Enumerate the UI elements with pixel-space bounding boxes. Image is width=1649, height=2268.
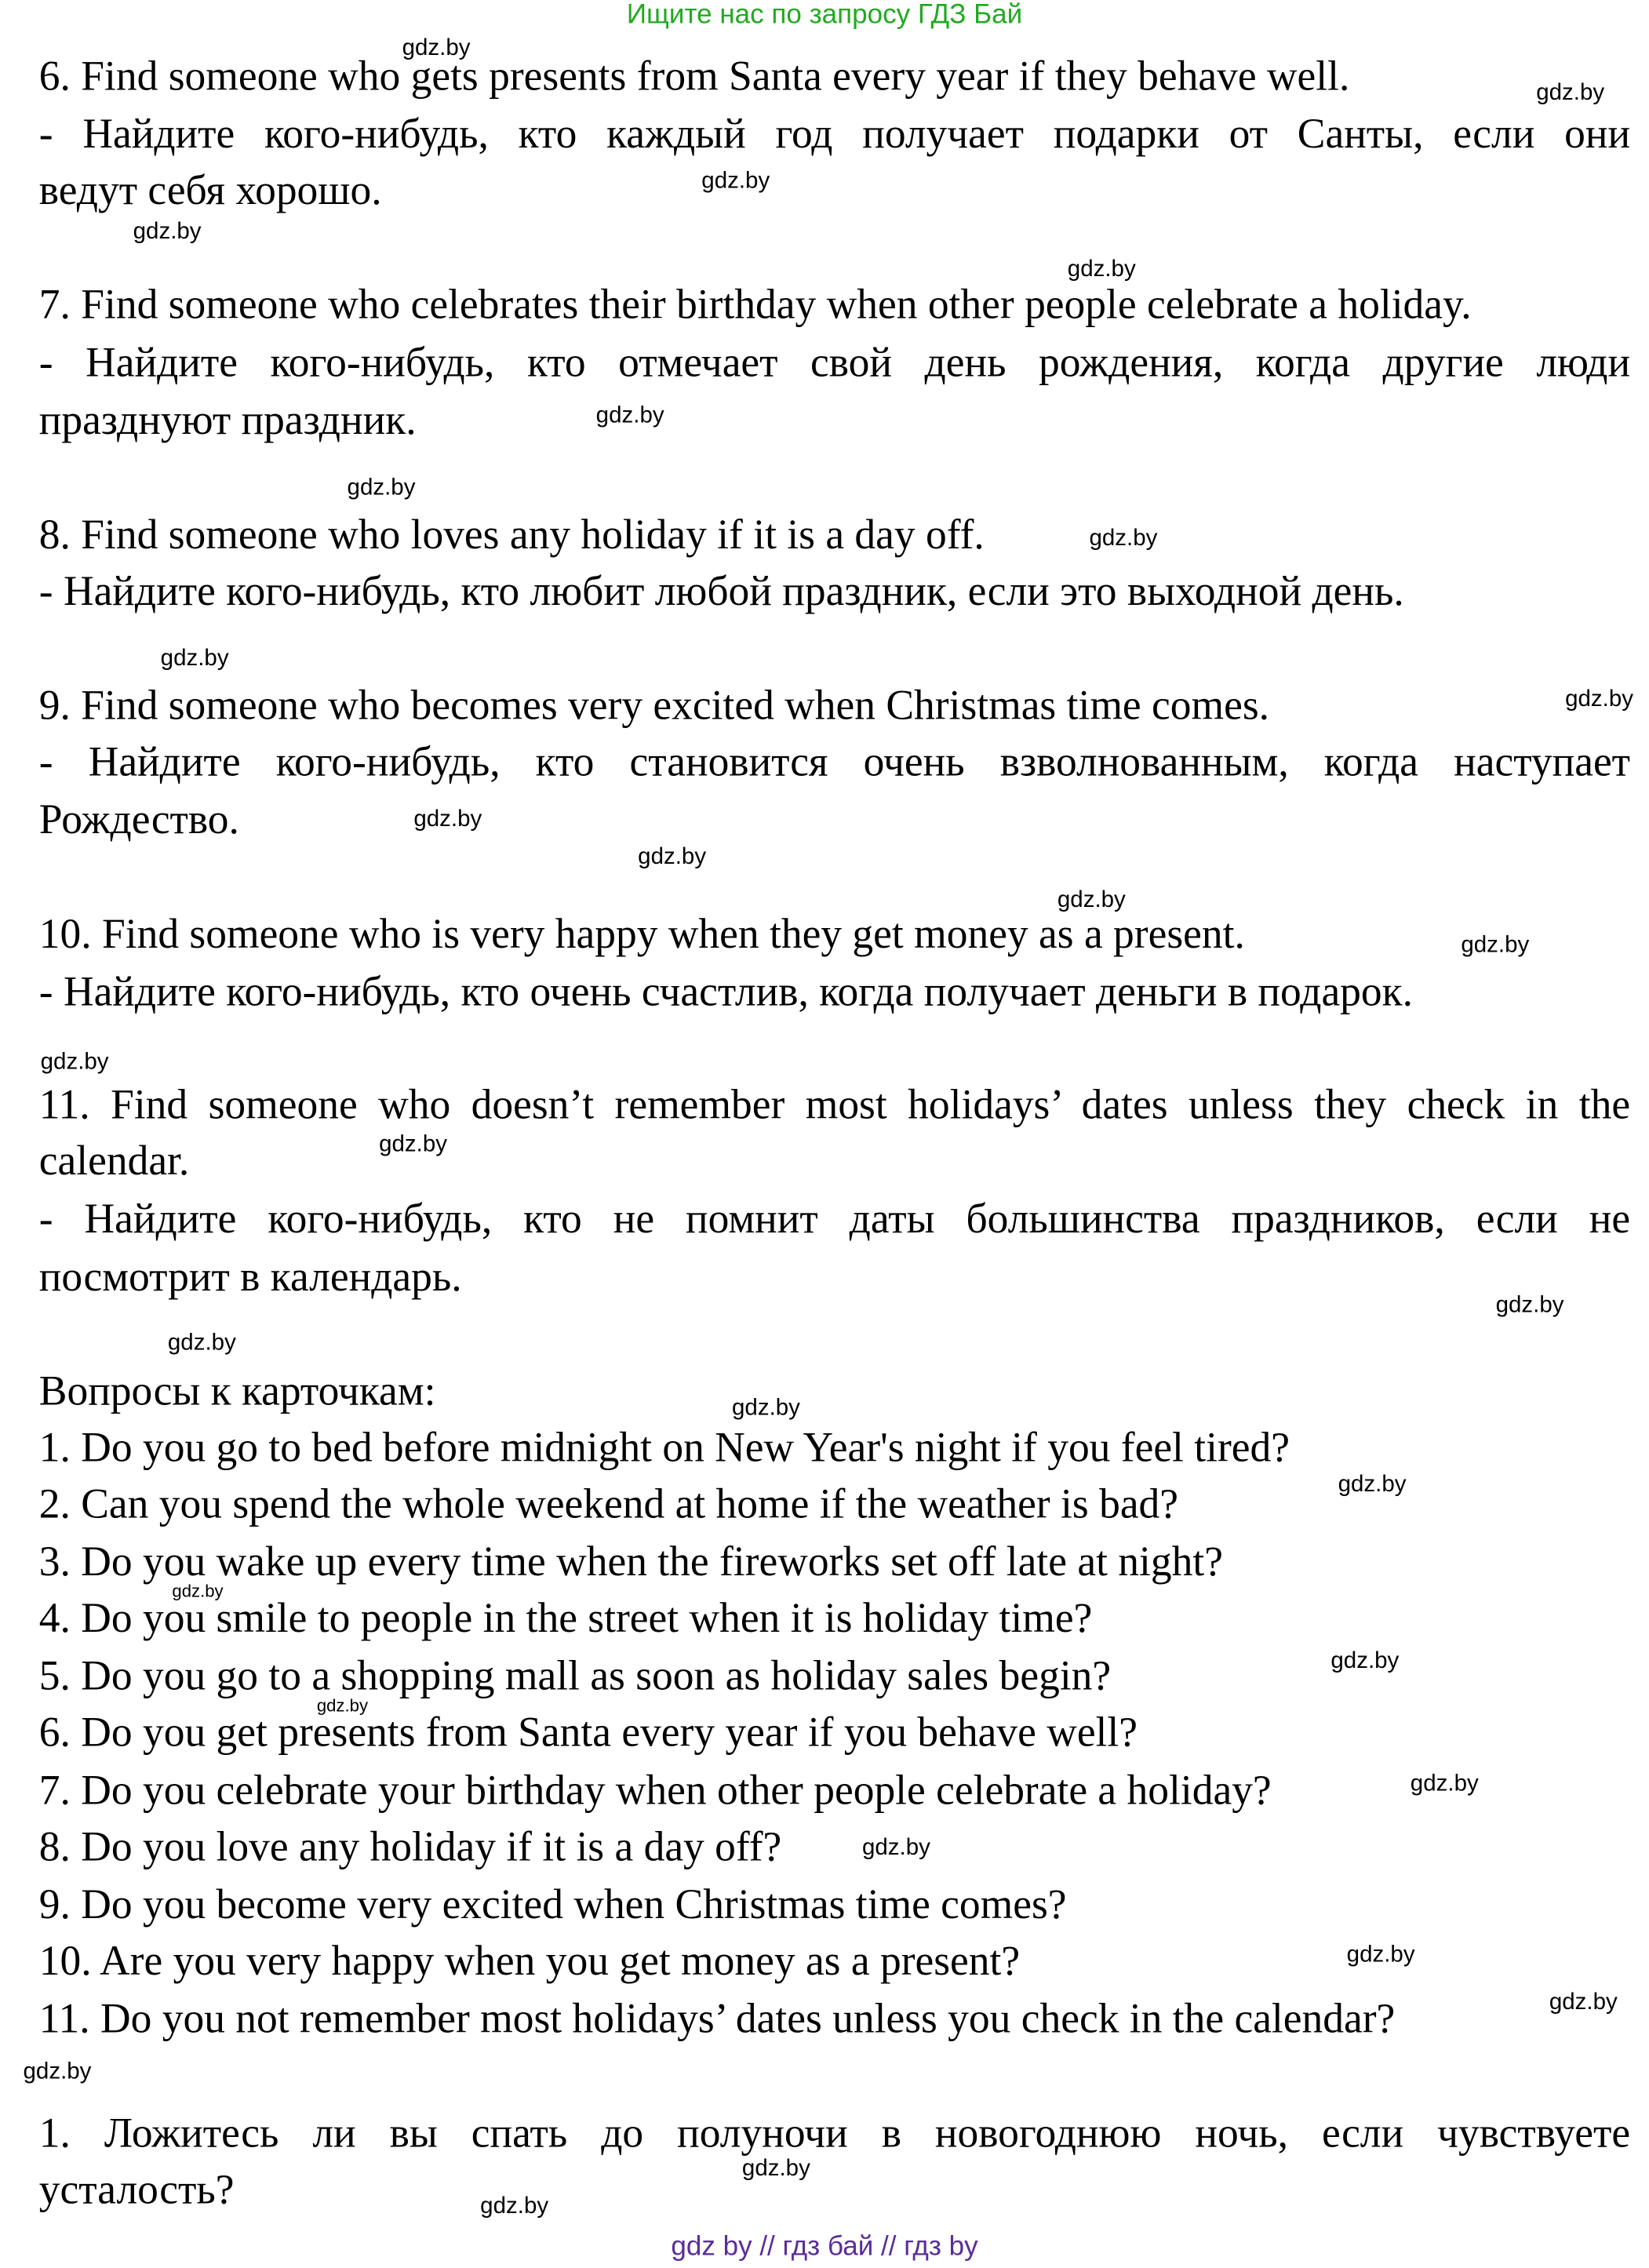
watermark: gdz.by [1338,1473,1407,1498]
item-10-russian: - Найдите кого-нибудь, кто очень счастлив, когда получает деньги в подарок. [38,969,1414,1016]
watermark: gdz.by [23,2059,92,2085]
search-banner[interactable]: Ищите нас по запросу ГДЗ Бай [626,0,1023,31]
watermark: gdz.by [1549,1990,1618,2015]
question-1: 1. Do you go to bed before midnight on New Year's night if you feel tired? [38,1425,1290,1472]
watermark: gdz.by [638,844,707,870]
question-2: 2. Can you spend the whole weekend at home if the weather is bad? [38,1481,1179,1528]
question-11: 11. Do you not remember most holidays’ dates unless you check in the calendar? [38,1996,1396,2043]
watermark: gdz.by [1346,1942,1415,1968]
watermark: gdz.by [1067,257,1136,282]
item-10-english: 10. Find someone who is very happy when they get money as a present. [38,911,1245,958]
watermark: gdz.by [1410,1771,1479,1797]
watermark: gdz.by [379,1132,448,1158]
watermark: gdz.by [172,1581,224,1602]
watermark: gdz.by [167,1331,236,1356]
watermark: gdz.by [316,1695,369,1716]
item-9-russian-line-1: - Найдите кого-нибудь, кто становится очень взволнованным, когда наступает [38,739,1631,786]
watermark: gdz.by [40,1050,109,1076]
watermark: gdz.by [595,403,664,428]
watermark: gdz.by [133,220,202,245]
watermark: gdz.by [861,1835,930,1861]
question-3: 3. Do you wake up every time when the fireworks set off late at night? [38,1538,1223,1585]
watermark: gdz.by [480,2194,549,2219]
item-11-russian-line-2: посмотрит в календарь. [38,1254,462,1301]
watermark: gdz.by [413,806,482,832]
question-8: 8. Do you love any holiday if it is a day off? [38,1824,782,1871]
question-9: 9. Do you become very excited when Christmas time comes? [38,1881,1067,1928]
item-8-russian: - Найдите кого-нибудь, кто любит любой праздник, если это выходной день. [38,568,1404,615]
item-9-russian-line-2: Рождество. [38,796,239,843]
item-11-russian-line-1: - Найдите кого-нибудь, кто не помнит даты большинства праздников, если не [38,1196,1631,1243]
item-11-english-line-2: calendar. [38,1138,190,1185]
watermark: gdz.by [1536,81,1605,106]
questions-heading: Вопросы к карточкам: [38,1368,436,1415]
item-7-english: 7. Find someone who celebrates their birthday when other people celebrate a holiday. [38,282,1472,329]
watermark: gdz.by [402,36,471,61]
item-6-russian-line-2: ведут себя хорошо. [38,167,382,214]
item-7-russian-line-2: празднуют праздник. [38,398,417,445]
item-6-russian-line-1: - Найдите кого-нибудь, кто каждый год получает подарки от Санты, если они [38,111,1631,158]
watermark: gdz.by [1565,686,1634,712]
watermark: gdz.by [732,1396,800,1421]
item-7-russian-line-1: - Найдите кого-нибудь, кто отмечает свой день рождения, когда другие люди [38,340,1631,387]
watermark: gdz.by [160,646,229,672]
question-5: 5. Do you go to a shopping mall as soon as holiday sales begin? [38,1653,1112,1700]
question-6: 6. Do you get presents from Santa every year if you behave well? [38,1709,1138,1757]
watermark: gdz.by [741,2157,810,2182]
question-7: 7. Do you celebrate your birthday when other people celebrate a holiday? [38,1767,1272,1815]
watermark: gdz.by [1461,933,1530,958]
watermark: gdz.by [1057,888,1126,913]
item-11-english-line-1: 11. Find someone who doesn’t remember most holidays’ dates unless they check in the [38,1082,1631,1129]
question-4: 4. Do you smile to people in the street when it is holiday time? [38,1595,1093,1642]
item-9-english: 9. Find someone who becomes very excited when Christmas time comes. [38,683,1270,730]
watermark: gdz.by [1330,1649,1400,1674]
translation-line-2: усталость? [38,2167,235,2214]
question-10: 10. Are you very happy when you get money as a present? [38,1938,1021,1985]
watermark: gdz.by [701,169,770,195]
item-6-english: 6. Find someone who gets presents from Santa every year if they behave well. [38,53,1350,100]
watermark: gdz.by [347,475,416,501]
watermark: gdz.by [1495,1293,1564,1318]
footer-links[interactable]: gdz by // гдз бай // гдз by [671,2232,978,2263]
watermark: gdz.by [1089,526,1158,552]
item-8-english: 8. Find someone who loves any holiday if it is a day off. [38,511,985,559]
translation-line-1: 1. Ложитесь ли вы спать до полуночи в новогоднюю ночь, если чувствуете [38,2110,1631,2157]
